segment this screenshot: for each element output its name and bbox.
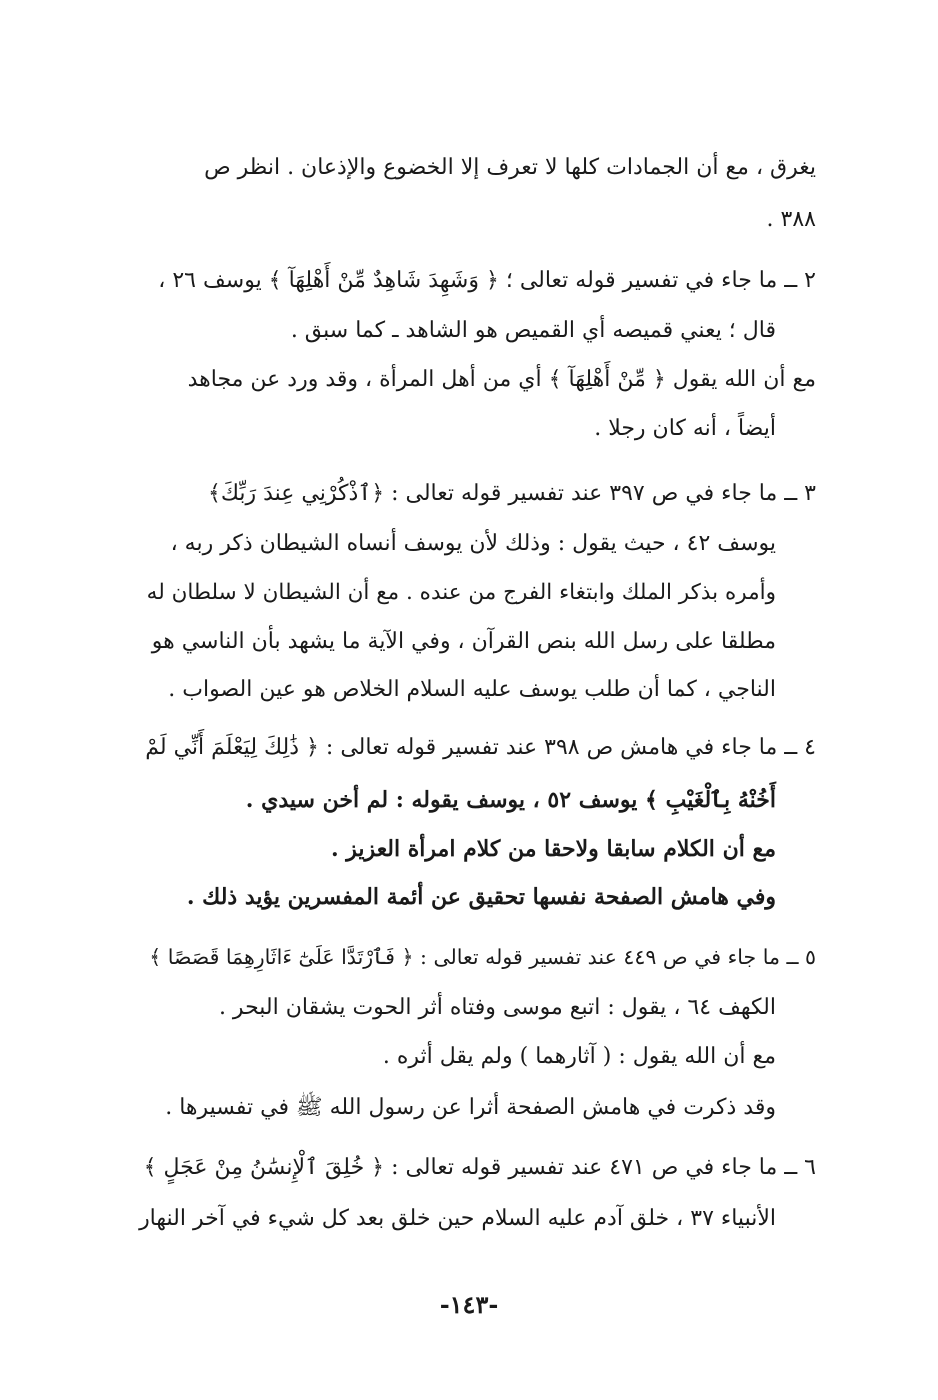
text-line: يغرق ، مع أن الجمادات كلها لا تعرف إلا الخضوع والإذعان . انظر ص [204, 155, 816, 180]
text-line: ٣٨٨ . [766, 207, 816, 232]
item-5-line: مع أن الله يقول : ( آثارهما ) ولم يقل أثره . [382, 1044, 776, 1069]
item-4-line: أَخُنْهُ بِٱلْغَيْبِ ﴾ يوسف ٥٢ ، يوسف يقوله : لم أخن سيدي . [245, 787, 776, 813]
item-2-line: أيضاً ، أنه كان رجلا . [594, 416, 776, 441]
item-6-line: الأنبياء ٣٧ ، خلق آدم عليه السلام حين خلق بعد كل شيء في آخر النهار [139, 1206, 776, 1231]
page-number: -١٤٣- [439, 1290, 499, 1319]
item-2-line: قال ؛ يعني قميصه أي القميص هو الشاهد ـ كما سبق . [290, 318, 776, 343]
item-2-line: ٢ ــ ما جاء في تفسير قوله تعالى ؛ ﴿ وَشَهِدَ شَاهِدٌ مِّنْ أَهْلِهَآ ﴾ يوسف ٢٦ ، [158, 268, 816, 293]
item-3-line: وأمره بذكر الملك وابتغاء الفرج من عنده . مع أن الشيطان لا سلطان له [146, 580, 776, 605]
item-6-line: ٦ ــ ما جاء في ص ٤٧١ عند تفسير قوله تعالى : ﴿ خُلِقَ ٱلْإِنسَٰنُ مِنْ عَجَلٍ ﴾ [143, 1155, 816, 1180]
item-5-line: ٥ ــ ما جاء في ص ٤٤٩ عند تفسير قوله تعالى : ﴿ فَٱرْتَدَّا عَلَىٰٓ ءَاثَارِهِمَا قَصَصًا ﴾ [149, 945, 816, 969]
item-4-line: ٤ ــ ما جاء في هامش ص ٣٩٨ عند تفسير قوله تعالى : ﴿ ذَٰلِكَ لِيَعْلَمَ أَنِّي لَمْ [145, 735, 816, 760]
item-4-line: وفي هامش الصفحة نفسها تحقيق عن أئمة المفسرين يؤيد ذلك . [186, 884, 776, 910]
item-3-line: يوسف ٤٢ ، حيث يقول : وذلك لأن يوسف أنساه الشيطان ذكر ربه ، [170, 531, 776, 556]
item-3-line: ٣ ــ ما جاء في ص ٣٩٧ عند تفسير قوله تعالى : ﴿ٱذْكُرْنِي عِندَ رَبِّكَ﴾ [207, 481, 816, 506]
item-2-line: مع أن الله يقول ﴿ مِّنْ أَهْلِهَآ ﴾ أي من أهل المرأة ، وقد ورد عن مجاهد [187, 367, 816, 392]
item-4-line: مع أن الكلام سابقا ولاحقا من كلام امرأة العزيز . [330, 836, 776, 862]
item-5-line: الكهف ٦٤ ، يقول : اتبع موسى وفتاه أثر الحوت يشقان البحر . [218, 995, 776, 1020]
item-3-line: الناجي ، كما أن طلب يوسف عليه السلام الخلاص هو عين الصواب . [168, 677, 776, 702]
item-5-line: وقد ذكرت في هامش الصفحة أثرا عن رسول الله ﷺ في تفسيرها . [165, 1095, 776, 1120]
item-3-line: مطلقا على رسل الله بنص القرآن ، وفي الآية ما يشهد بأن الناسي هو [151, 629, 776, 654]
